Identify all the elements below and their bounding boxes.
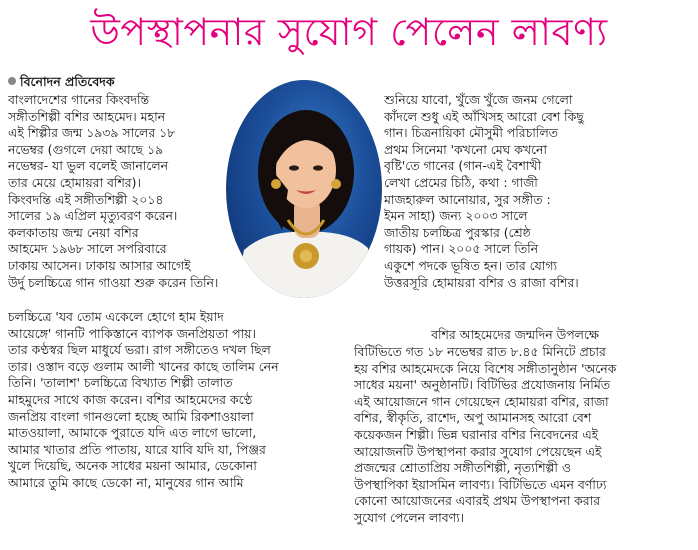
text-line: প্রজন্মের শ্রোতাপ্রিয় সঙ্গীতশিল্পী, নৃত্যশিল্পী ও (354, 460, 571, 476)
text-line: সাধের ময়না' অনুষ্ঠানটি। বিটিভির প্রযোজনায় নির্মিত (354, 377, 611, 393)
text-line: একুশে পদকে ভূষিত হন। তার যোগ্য (384, 257, 558, 273)
text-line: বশির, স্বীকৃতি, রাশেদ, অপু আমানসহ আরো বেশ (354, 410, 592, 426)
text-line: সঙ্গীতশিল্পী বশির আহমেদ। মহান (8, 108, 166, 124)
text-line: সুযোগ পেলেন লাবণ্য। (354, 509, 465, 525)
text-line: আমারে তুমি কাছে ডেকো না, মানুষের গান আমি (8, 474, 244, 490)
text-line: কোনো আয়োজনের এবারই প্রথম উপস্থাপনা করার (354, 493, 601, 509)
portrait-illustration (226, 80, 382, 298)
text-line: কয়েকজন শিল্পী। ভিন্ন ঘরানার বশির নিবেদনের এই (354, 426, 599, 442)
article-column-right-lower (354, 344, 692, 527)
text-line: তার কণ্ঠস্বর ছিল মাধুর্যে ভরা। রাগ সঙ্গীতেও দখল ছিল (8, 342, 271, 358)
portrait-photo (226, 80, 382, 298)
text-line: আয়েঙ্গে' গানটি পাকিস্তানে ব্যাপক জনপ্রিয়তা পায়। (8, 325, 256, 341)
text-line: খুলে দিয়েছি, অনেক সাধের ময়না আমার, ডেকোনা (8, 458, 257, 474)
text-line: লেখা প্রেমের চিঠি, কথা : গাজী (384, 174, 538, 190)
byline-text: বিনোদন প্রতিবেদক (20, 74, 115, 89)
photo-caption: বশির আহমেদের জন্মদিন উপলক্ষে (431, 327, 599, 342)
text-line: শুনিয়ে যাবো, খুঁজে খুঁজে জনম গেলো (384, 92, 573, 107)
text-line: বৃষ্টি'তে গানের (গান-এই বৈশাখী (384, 158, 542, 174)
text-line: চলচ্চিত্রে 'যব তোম একেলে হোগে হাম ইয়াদ (8, 309, 224, 324)
text-line: নভেম্বর (গুগলে দেয়া আছে ১৯ (8, 141, 164, 157)
headline: উপস্থাপনার সুযোগ পেলেন লাবণ্য (90, 10, 608, 54)
byline (8, 74, 115, 90)
article-column-right-upper (384, 92, 690, 291)
text-line: বিটিভিতে গত ১৮ নভেম্বর রাত ৮.৪৫ মিনিটে প্রচার (354, 344, 606, 359)
text-line: আয়োজনটি উপস্থাপনা করার সুযোগ পেয়েছেন এই (354, 443, 602, 459)
text-line: গায়ক) পান। ২০০৫ সালে তিনি (384, 241, 539, 257)
text-line: তিনি। 'তালাশ' চলচ্চিত্রে বিখ্যাত শিল্পী তালাত (8, 375, 233, 391)
text-line: জাতীয় চলচ্চিত্র পুরস্কার (শ্রেষ্ঠ (384, 224, 531, 240)
text-line: তার মেয়ে হোমায়রা বশির)। (8, 174, 141, 190)
text-line: বাংলাদেশের গানের কিংবদন্তি (8, 92, 150, 107)
text-line: হয় বশির আহমেদকে নিয়ে বিশেষ সঙ্গীতানুষ্ঠান 'অনেক (354, 360, 617, 376)
text-line: উর্দু চলচ্চিত্রে গান গাওয়া শুরু করেন তিনি। (8, 274, 219, 290)
text-line: এই আয়োজনে গান গেয়েছেন হোমায়রা বশির, রাজা (354, 393, 609, 409)
text-line: নভেম্বর- যা ভুল বলেই জানালেন (8, 158, 168, 174)
text-line: কিংবদন্তি এই সঙ্গীতশিল্পী ২০১৪ (8, 191, 164, 207)
text-line: ঢাকায় আসেন। ঢাকায় আসার আগেই (8, 257, 191, 273)
text-line: ইমন সাহা) জন্য ২০০৩ সালে (384, 208, 528, 224)
text-line: এই শিল্পীর জন্ম ১৯৩৯ সালের ১৮ (8, 125, 176, 141)
text-line: আমার খাতার প্রতি পাতায়, যারে যাবি যদি যা, পিঞ্জর (8, 441, 266, 457)
text-line: জনপ্রিয় বাংলা গানগুলো হচ্ছে আমি রিকশাওয়ালা (8, 408, 254, 424)
text-line: উপস্থাপিকা ইয়াসমিন লাবণ্য। বিটিভিতে এমন বর্ণাঢ্য (354, 476, 607, 492)
text-line: গান। চিত্রনায়িকা মৌসুমী পরিচালিত (384, 125, 558, 141)
text-line: উত্তরসূরি হোমায়রা বশির ও রাজা বশির। (384, 274, 579, 290)
text-line: আহমেদ ১৯৬৮ সালে সপরিবারে (8, 241, 167, 257)
text-line: কলকাতায় জন্ম নেয়া বশির (8, 224, 139, 240)
text-line: তার। ওস্তাদ বড়ে গুলাম আলী খানের কাছে তালিম নেন (8, 358, 279, 374)
text-line: মাতওয়ালা, আমাকে পুরাতে যদি এত লাগে ভালো, (8, 425, 257, 441)
text-line: মাহমুদের সাথে কাজ করেন। বশির আহমেদের কণ্ঠে (8, 391, 253, 407)
article-column-left-upper (8, 92, 230, 291)
text-line: কাঁদলে শুধু এই আঁখিসহ আরো বেশ কিছু (384, 108, 584, 124)
bullet-icon (8, 77, 16, 85)
text-line: মাজহারুল আনোয়ার, সুর সঙ্গীত : (384, 191, 551, 207)
text-line: সালের ১৯ এপ্রিল মৃত্যুবরণ করেন। (8, 208, 178, 224)
text-line: প্রথম সিনেমা 'কখনো মেঘ কখনো (384, 141, 547, 157)
article-column-left-lower (8, 309, 346, 492)
